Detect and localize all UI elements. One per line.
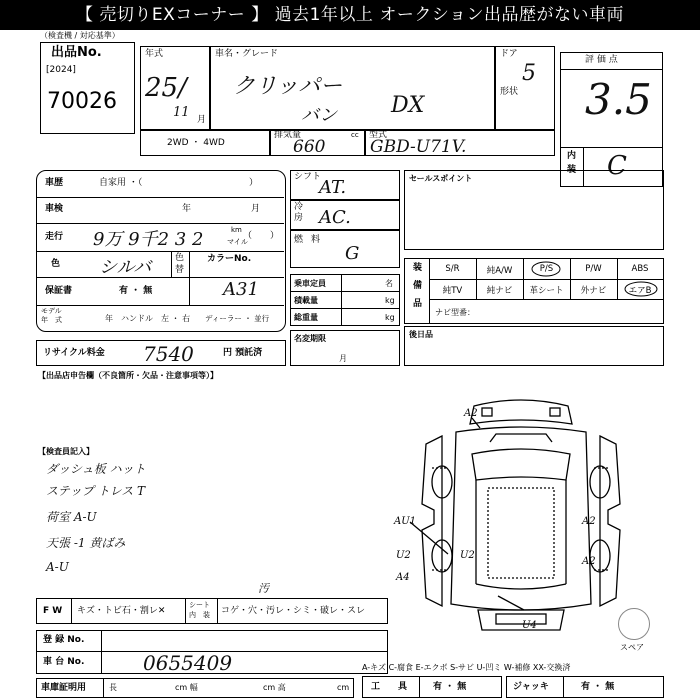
model-label: 型式 <box>369 130 388 140</box>
color-value: シルバ <box>99 257 152 278</box>
sales-point-box <box>404 170 664 250</box>
chassis-value: 0655409 <box>143 651 233 675</box>
shift-box <box>290 170 400 200</box>
interior-label-2: 装 <box>567 165 577 175</box>
weight-unit: kg <box>385 313 395 322</box>
history-options: 自家用 ・（ <box>99 178 143 188</box>
damage-mark: A2 <box>582 516 596 527</box>
mileage-unit-km: km <box>231 226 242 234</box>
fw-items: キズ・トビ石・割レ✕ <box>77 606 166 616</box>
handle-label: ハンドル 左 ・ 右 <box>121 314 191 323</box>
cert-unit: cm <box>337 683 350 692</box>
change-label: 名変期限 <box>294 334 326 343</box>
damage-mark: U2 <box>460 550 475 561</box>
listing-label: 出品No. <box>51 45 102 60</box>
shape-label: 形状 <box>500 87 519 97</box>
color-no-label: カラーNo. <box>207 254 252 264</box>
inspector-label: 【検査員記入】 <box>38 447 94 456</box>
seat-label-1: シート <box>189 601 210 609</box>
interior-label-1: 内 <box>567 151 577 161</box>
fuel-value: G <box>345 243 360 264</box>
shift-value: AT. <box>319 177 347 198</box>
recycle-label: リサイクル料金 <box>43 348 105 358</box>
fuel-label-2: 料 <box>311 235 321 245</box>
vehicle-info-block <box>36 170 286 332</box>
jack-options: 有 ・ 無 <box>581 682 615 692</box>
recycle-value: 7540 <box>143 342 194 366</box>
navi-model-label: ナビ型番： <box>435 308 475 317</box>
damage-mark: U2 <box>396 550 411 561</box>
jack-label: ジャッキ <box>513 682 549 692</box>
header-banner: 【 売切りEXコーナー 】 過去1年以上 オークション出品歴がない車両 <box>0 0 700 30</box>
year-value: 25/ <box>145 73 187 103</box>
warranty-label: 保証書 <box>45 286 73 296</box>
score-label-text: 評 価 点 <box>585 55 618 65</box>
fuel-label-1: 燃 <box>294 235 304 245</box>
car-name-label: 車名・グレード <box>215 49 279 59</box>
spare-label: スペア <box>620 643 644 652</box>
year-box <box>140 46 210 130</box>
model-year-unit: 年 <box>105 314 113 323</box>
registration-box <box>36 630 388 674</box>
ac-value: AC. <box>319 207 351 228</box>
capacity-box <box>290 274 400 326</box>
month-unit: 月 <box>197 115 207 125</box>
model-year-label-2: 年 式 <box>41 316 62 324</box>
equip-label-1: 装 <box>413 263 423 273</box>
recycle-box <box>36 340 286 366</box>
name-change-box <box>290 330 400 366</box>
damage-mark: U4 <box>522 620 537 631</box>
equip-leather: 革シート <box>529 286 564 296</box>
ac-box <box>290 200 400 230</box>
equip-sunroof: S/R <box>445 264 460 274</box>
damage-mark: AU1 <box>394 516 417 527</box>
seat-note: 汚 <box>258 582 269 595</box>
listing-box <box>40 42 135 134</box>
score-box <box>560 52 663 187</box>
equip-pw: P/W <box>585 264 602 274</box>
inspection-year: 年 <box>182 204 192 214</box>
weight-label: 総重量 <box>294 313 318 322</box>
equip-label-3: 品 <box>413 299 423 309</box>
sales-point-label: セールスポイント <box>409 174 473 183</box>
fw-seat-box <box>36 598 388 624</box>
fw-label: F W <box>43 606 63 616</box>
color-no-value: A31 <box>223 279 259 300</box>
load-label: 積載量 <box>294 296 318 305</box>
equip-airbag: エアB <box>628 286 652 296</box>
capacity-label: 乗車定員 <box>294 279 326 288</box>
inspection-label: 車検 <box>45 204 64 214</box>
listing-year: [2024] <box>46 65 76 75</box>
cert-width: cm 幅 <box>175 683 198 692</box>
change-unit: 月 <box>339 354 347 363</box>
displacement-unit: cc <box>351 131 359 139</box>
inspection-month: 月 <box>251 204 261 214</box>
mileage-paren: （ ） <box>243 231 280 241</box>
car-name-line1: クリッパー <box>233 74 343 99</box>
displacement-value: 660 <box>293 137 326 157</box>
inspector-note: 天張 -1 黄ばみ <box>46 536 126 550</box>
cert-length: 長 <box>109 683 117 692</box>
equip-ext-navi: 外ナビ <box>580 286 607 296</box>
auction-sheet <box>0 30 700 700</box>
seat-label-2: 内 装 <box>189 611 210 619</box>
certificate-box <box>36 678 354 698</box>
month-value: 11 <box>173 105 190 120</box>
equip-tv: 純TV <box>442 286 463 296</box>
fuel-box <box>290 230 400 268</box>
inspector-note: ステップ トレス T <box>46 484 146 498</box>
model-year-label-1: モデル <box>41 307 62 315</box>
inspector-note: 荷室 A-U <box>46 510 97 524</box>
equip-ps: P/S <box>539 264 554 274</box>
color-change-1: 色 <box>175 253 185 263</box>
history-close: ） <box>249 178 259 188</box>
displacement-box <box>270 130 365 156</box>
warranty-options: 有 ・ 無 <box>119 286 153 296</box>
door-label: ドア <box>500 49 518 59</box>
ac-label-1: 冷 <box>294 202 304 212</box>
interior-value: C <box>607 151 627 181</box>
cert-height: cm 高 <box>263 683 286 692</box>
damage-mark: A2 <box>582 556 596 567</box>
model-value: GBD-U71V. <box>370 137 467 157</box>
recycle-unit: 円 預託済 <box>223 348 263 358</box>
equipment-box <box>404 258 664 324</box>
equip-navi: 純ナビ <box>486 286 513 296</box>
inspector-note: A-U <box>46 560 69 574</box>
tools-options: 有 ・ 無 <box>433 682 467 692</box>
equip-abs: ABS <box>631 264 649 274</box>
drive-label: 2WD ・ 4WD <box>167 138 225 148</box>
damage-mark: A4 <box>396 572 410 583</box>
seat-items: コゲ・穴・汚レ・シミ・破レ・スレ <box>221 606 366 616</box>
spare-tire-icon <box>618 608 650 640</box>
equip-alloy: 純A/W <box>486 266 513 276</box>
dealer-label: ディーラー ・ 並行 <box>205 314 270 323</box>
color-label: 色 <box>51 259 61 269</box>
displacement-label: 排気量 <box>274 130 302 140</box>
history-label: 車歴 <box>45 178 64 188</box>
capacity-unit: 名 <box>385 279 393 288</box>
car-grade: DX <box>391 93 425 118</box>
car-name-box <box>210 46 495 130</box>
store-notes-label: 【出品店申告欄（不良箇所・欠品・注意事項等）】 <box>38 371 218 380</box>
damage-diagram <box>386 384 656 634</box>
shift-label: シフト <box>294 172 322 182</box>
damage-legend: A-キズ C-腐食 E-エクボ S-サビ U-凹ミ W-補修 XX-交換済 <box>362 663 571 672</box>
certificate-label: 車庫証明用 <box>41 683 87 693</box>
door-value: 5 <box>522 61 536 86</box>
chassis-label: 車 台 No. <box>43 657 85 667</box>
mileage-label: 走行 <box>45 232 64 242</box>
registration-label: 登 録 No. <box>43 635 85 645</box>
ac-label-2: 房 <box>294 213 304 223</box>
listing-number: 70026 <box>47 89 117 114</box>
score-value: 3.5 <box>585 75 652 124</box>
door-box <box>495 46 555 130</box>
mileage-value: 9万 9千2 3 2 <box>93 229 204 250</box>
after-items-box <box>404 326 664 366</box>
car-name-line2: バン <box>301 105 337 126</box>
after-items-label: 後日品 <box>409 330 433 339</box>
color-change-2: 替 <box>175 265 185 275</box>
model-box <box>365 130 555 156</box>
damage-mark: A2 <box>464 408 478 419</box>
mileage-unit-mile: マイル <box>227 238 248 246</box>
tools-label: 工 具 <box>371 682 408 692</box>
jack-box <box>506 676 664 698</box>
equip-label-2: 備 <box>413 281 423 291</box>
tools-box <box>362 676 502 698</box>
load-unit: kg <box>385 296 395 305</box>
year-label: 年式 <box>145 49 164 59</box>
drive-box <box>140 130 270 156</box>
sheet-sublabel: （検査機 / 対応基準） <box>40 31 120 40</box>
inspector-note: ダッシュ板 ハット <box>46 462 146 476</box>
